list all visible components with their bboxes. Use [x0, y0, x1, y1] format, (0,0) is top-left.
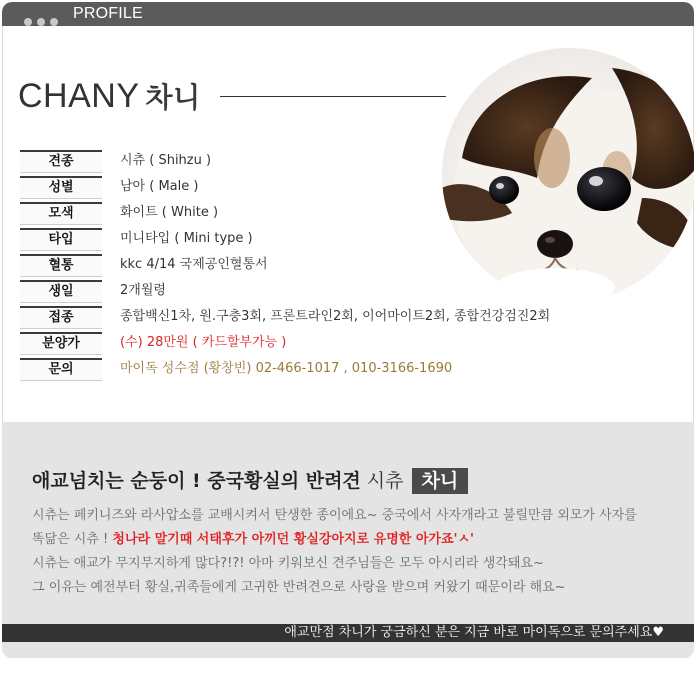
- dog-photo: [442, 48, 694, 302]
- dog-name: [18, 76, 201, 116]
- info-row-contact: [20, 358, 453, 382]
- footer-bar: [2, 624, 694, 642]
- header-label: PROFILE: [73, 5, 143, 22]
- info-value-price: (수) 28만원 ( 카드할부가능 ): [120, 335, 287, 350]
- description-panel: [2, 422, 694, 658]
- info-label: 접종: [20, 306, 102, 329]
- description-line-2: [32, 528, 474, 547]
- title-divider: [220, 96, 446, 97]
- info-label: 모색: [20, 202, 102, 225]
- description-line-2-highlight: 청나라 말기때 서태후가 아끼던 황실강아지로 유명한 아가죠'ㅅ': [112, 532, 475, 547]
- info-row-gender: [20, 176, 440, 200]
- heading-light: 시츄: [366, 470, 404, 492]
- info-row-type: [20, 228, 440, 252]
- info-label: 성별: [20, 176, 102, 199]
- description-heading: [32, 466, 468, 494]
- info-value-contact: 마이독 성수점 (황창빈) 02-466-1017 , 010-3166-1690: [120, 361, 453, 376]
- shihtzu-puppy-image: [442, 48, 694, 302]
- description-line-1: 시츄는 페키니즈와 라사압소를 교배시켜서 탄생한 종이에요~ 중국에서 사자개라고 불릴만큼 외모가 사자를: [32, 508, 637, 523]
- info-label: 견종: [20, 150, 102, 173]
- info-row-price: [20, 332, 440, 356]
- window-dots-icon: [24, 11, 63, 30]
- info-value: 2개월령: [120, 283, 166, 298]
- info-label: 타입: [20, 228, 102, 251]
- info-value: kkc 4/14 국제공인혈통서: [120, 257, 268, 272]
- profile-card: [2, 2, 694, 658]
- description-line-3: 시츄는 애교가 무지무지하게 많다?!?! 아마 키워보신 견주님들은 모두 아시리라 생각돼요~: [32, 556, 544, 571]
- description-line-4: 그 이유는 예전부터 황실,귀족들에게 고귀한 반려견으로 사랑을 받으며 커왔기 때문이라 해요~: [32, 580, 566, 595]
- heading-name-badge: 차니: [412, 468, 469, 494]
- footer-text: 애교만점 차니가 궁금하신 분은 지금 바로 마이독으로 문의주세요♥: [284, 625, 664, 640]
- dog-name-en: CHANY: [18, 77, 140, 115]
- info-value: 미니타입 ( Mini type ): [120, 231, 253, 246]
- info-value: 화이트 ( White ): [120, 205, 219, 220]
- info-label: 생일: [20, 280, 102, 303]
- info-row-vaccination: [20, 306, 551, 330]
- header-bar: [2, 2, 694, 26]
- info-row-breed: [20, 150, 440, 174]
- dog-name-ko: 차니: [145, 81, 201, 114]
- description-line-2-pre: 똑닮은 시츄 !: [32, 532, 113, 547]
- info-row-birth: [20, 280, 440, 304]
- heading-bold: 애교넘치는 순둥이 ! 중국황실의 반려견: [32, 470, 361, 492]
- info-label: 문의: [20, 358, 102, 381]
- info-row-color: [20, 202, 440, 226]
- info-value: 종합백신1차, 원.구충3회, 프론트라인2회, 이어마이트2회, 종합건강검진2회: [120, 309, 551, 324]
- info-value: 시츄 ( Shihzu ): [120, 153, 212, 168]
- info-label: 분양가: [20, 332, 102, 355]
- info-row-pedigree: [20, 254, 440, 278]
- info-value: 남아 ( Male ): [120, 179, 199, 194]
- info-label: 혈통: [20, 254, 102, 277]
